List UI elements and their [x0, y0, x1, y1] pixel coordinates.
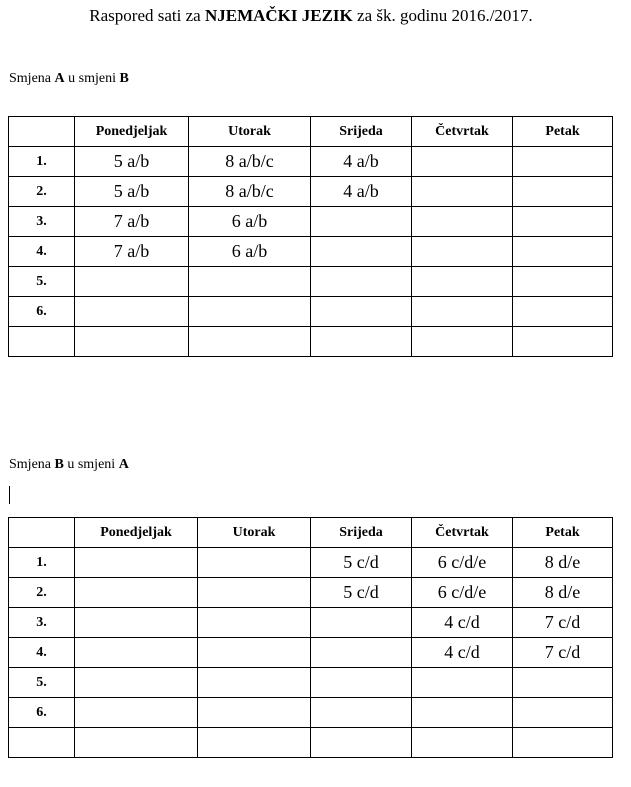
class-cell: 8 a/b/c — [189, 147, 311, 177]
header-day: Utorak — [198, 518, 311, 548]
class-cell: 7 a/b — [75, 237, 189, 267]
class-cell — [513, 728, 613, 758]
table-header-row — [9, 117, 613, 147]
class-cell — [311, 237, 412, 267]
class-cell: 6 c/d/e — [412, 578, 513, 608]
class-cell: 5 c/d — [311, 578, 412, 608]
table-row — [9, 548, 613, 578]
class-cell — [311, 698, 412, 728]
header-day: Četvrtak — [412, 518, 513, 548]
class-cell — [311, 267, 412, 297]
class-cell — [198, 548, 311, 578]
table-row — [9, 638, 613, 668]
class-cell: 4 c/d — [412, 608, 513, 638]
period-number-cell: 3. — [9, 608, 75, 638]
class-cell — [311, 207, 412, 237]
class-cell — [189, 267, 311, 297]
period-number-cell: 4. — [9, 237, 75, 267]
class-cell — [198, 728, 311, 758]
class-cell: 4 c/d — [412, 638, 513, 668]
table-row — [9, 728, 613, 758]
class-cell: 5 c/d — [311, 548, 412, 578]
class-cell — [513, 147, 613, 177]
class-cell — [311, 668, 412, 698]
period-number-cell — [9, 327, 75, 357]
period-number-cell: 5. — [9, 668, 75, 698]
document-title — [0, 6, 622, 26]
period-number-cell — [9, 728, 75, 758]
class-cell — [75, 608, 198, 638]
text-cursor[interactable] — [9, 486, 10, 504]
class-cell — [198, 638, 311, 668]
table-row — [9, 327, 613, 357]
class-cell — [75, 578, 198, 608]
table-header-row — [9, 518, 613, 548]
class-cell — [198, 698, 311, 728]
header-corner-cell — [9, 117, 75, 147]
shift-a-label-b: B — [119, 71, 129, 86]
class-cell: 7 c/d — [513, 608, 613, 638]
class-cell — [412, 267, 513, 297]
header-day: Petak — [513, 518, 613, 548]
class-cell — [513, 327, 613, 357]
table-row — [9, 698, 613, 728]
class-cell: 8 a/b/c — [189, 177, 311, 207]
class-cell — [513, 177, 613, 207]
class-cell: 8 d/e — [513, 578, 613, 608]
class-cell — [412, 237, 513, 267]
class-cell — [412, 147, 513, 177]
shift-a-label — [9, 71, 129, 87]
period-number-cell: 5. — [9, 267, 75, 297]
class-cell: 4 a/b — [311, 147, 412, 177]
table-row — [9, 147, 613, 177]
table-row — [9, 668, 613, 698]
class-cell — [75, 267, 189, 297]
class-cell — [412, 728, 513, 758]
header-day: Srijeda — [311, 117, 412, 147]
shift-a-label-mid: u smjeni — [64, 71, 120, 86]
class-cell — [513, 267, 613, 297]
class-cell — [412, 297, 513, 327]
class-cell — [412, 327, 513, 357]
class-cell — [412, 698, 513, 728]
shift-b-label-a: B — [54, 457, 64, 472]
class-cell — [513, 698, 613, 728]
class-cell — [75, 668, 198, 698]
class-cell — [198, 668, 311, 698]
header-day: Srijeda — [311, 518, 412, 548]
schedule-table-shift-b — [8, 517, 613, 758]
shift-b-label — [9, 457, 129, 473]
period-number-cell: 3. — [9, 207, 75, 237]
title-subject: NJEMAČKI JEZIK — [204, 6, 353, 25]
class-cell: 7 c/d — [513, 638, 613, 668]
class-cell: 5 a/b — [75, 147, 189, 177]
class-cell — [311, 297, 412, 327]
shift-b-label-mid: u smjeni — [63, 457, 119, 472]
class-cell: 6 a/b — [189, 207, 311, 237]
class-cell — [75, 728, 198, 758]
class-cell: 6 c/d/e — [412, 548, 513, 578]
class-cell: 5 a/b — [75, 177, 189, 207]
class-cell — [513, 207, 613, 237]
shift-b-label-b: A — [118, 457, 129, 472]
class-cell — [513, 668, 613, 698]
title-prefix: Raspored sati za — [89, 6, 205, 25]
table-row — [9, 297, 613, 327]
header-day: Petak — [513, 117, 613, 147]
header-corner-cell — [9, 518, 75, 548]
class-cell — [412, 177, 513, 207]
period-number-cell: 1. — [9, 147, 75, 177]
class-cell — [311, 638, 412, 668]
header-day: Utorak — [189, 117, 311, 147]
class-cell — [75, 548, 198, 578]
class-cell — [75, 638, 198, 668]
table-row — [9, 207, 613, 237]
shift-b-label-pre: Smjena — [9, 457, 55, 472]
period-number-cell: 4. — [9, 638, 75, 668]
header-day: Četvrtak — [412, 117, 513, 147]
class-cell: 8 d/e — [513, 548, 613, 578]
period-number-cell: 2. — [9, 177, 75, 207]
period-number-cell: 6. — [9, 297, 75, 327]
schedule-table-shift-a — [8, 116, 613, 357]
class-cell — [75, 698, 198, 728]
table-row — [9, 267, 613, 297]
title-suffix: za šk. godinu 2016./2017. — [352, 6, 533, 25]
table-row — [9, 237, 613, 267]
period-number-cell: 6. — [9, 698, 75, 728]
class-cell — [311, 327, 412, 357]
class-cell — [75, 327, 189, 357]
table-row — [9, 177, 613, 207]
class-cell — [198, 608, 311, 638]
class-cell — [513, 297, 613, 327]
class-cell — [311, 728, 412, 758]
period-number-cell: 1. — [9, 548, 75, 578]
shift-a-label-pre: Smjena — [9, 71, 55, 86]
class-cell — [412, 207, 513, 237]
class-cell — [311, 608, 412, 638]
class-cell — [513, 237, 613, 267]
table-row — [9, 578, 613, 608]
class-cell — [75, 297, 189, 327]
class-cell — [198, 578, 311, 608]
class-cell — [189, 327, 311, 357]
class-cell — [189, 297, 311, 327]
header-day: Ponedjeljak — [75, 518, 198, 548]
period-number-cell: 2. — [9, 578, 75, 608]
class-cell: 4 a/b — [311, 177, 412, 207]
shift-a-label-a: A — [54, 71, 65, 86]
class-cell — [412, 668, 513, 698]
class-cell: 7 a/b — [75, 207, 189, 237]
header-day: Ponedjeljak — [75, 117, 189, 147]
class-cell: 6 a/b — [189, 237, 311, 267]
table-row — [9, 608, 613, 638]
